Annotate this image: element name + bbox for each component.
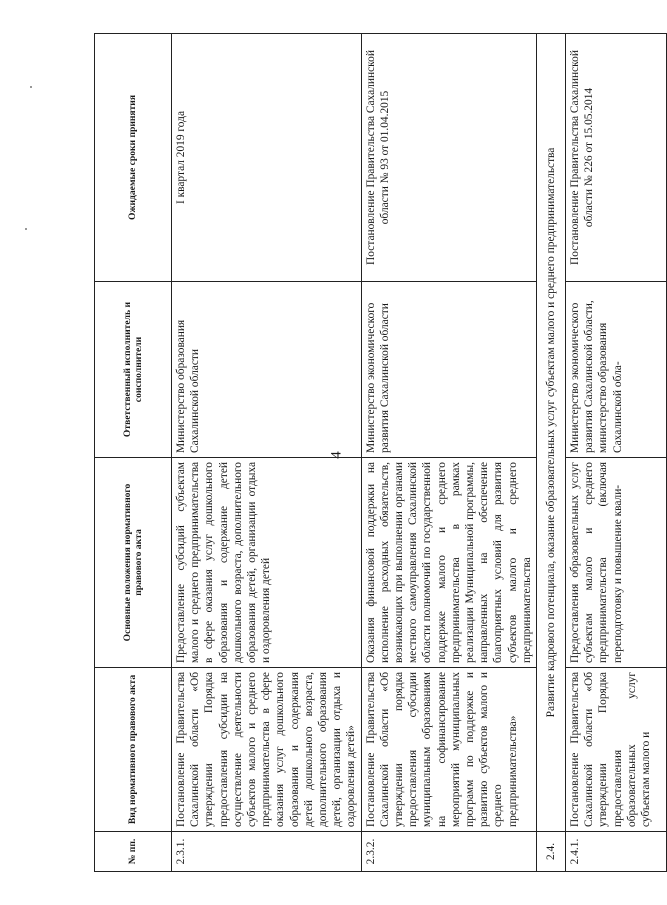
act-type-cell: Постановление Правительства Сахалинской области «Об утверждении порядка предоставления субсидии муниципальным образованиям на софинансирование мероприятий муниципальных программ по поддержке и развитию субъектов малого и среднего предпринимательства»: [361, 668, 536, 832]
header-number: № пп.: [95, 832, 172, 872]
row-number: 2.3.2.: [361, 832, 536, 872]
deadline-cell: Постановление Правительства Сахалинской области № 226 от 15.05.2014: [566, 34, 667, 282]
section-row: [537, 34, 566, 872]
table-row: [172, 34, 362, 872]
header-executor: Ответственный исполнитель и соисполнители: [95, 282, 172, 458]
table-header-row: [95, 34, 172, 872]
document-table-area: [94, 34, 653, 872]
scan-speck: [30, 86, 32, 88]
header-provisions: Основные положения нормативного правового акта: [95, 458, 172, 668]
row-number: 2.4.1.: [566, 832, 667, 872]
legal-acts-table: [94, 33, 667, 872]
table-row: [566, 34, 667, 872]
page-number: 4: [328, 451, 345, 459]
act-type-cell: Постановление Правительства Сахалинской области «Об утверждении Порядка предоставления субсидии на осуществление деятельности субъектов малого и среднего предпринимательства в сфере оказания услуг дошкольного образования и содержания детей дошкольного возраста, дополнительного образования детей, организации отдыха и оздоровления детей»: [172, 668, 362, 832]
deadline-cell: I квартал 2019 года: [172, 34, 362, 282]
provisions-cell: Предоставления образовательных услуг субъектам малого и среднего предпринимательства (включая переподготовку и повышение квали-: [566, 458, 667, 668]
row-number: 2.3.1.: [172, 832, 362, 872]
provisions-cell: Предоставление субсидий субъектам малого и среднего предпринимательства в сфере оказания услуг дошкольного образования и содержание детей дошкольного возраста, дополнительного образования детей, организации отдыха и оздоровления детей: [172, 458, 362, 668]
section-number: 2.4.: [537, 832, 566, 872]
executor-cell: Министерство образования Сахалинской области: [172, 282, 362, 458]
provisions-cell: Оказания финансовой поддержки на исполнение расходных обязательств, возникающих при выполнении органами местного самоуправления Сахалинской области полномочий по государственной поддержке малого и среднего предпринимательства в рамках реализации Муниципальной программы, направленных на обеспечение благоприятных условий для развития субъектов малого и среднего предпринимательства: [361, 458, 536, 668]
scan-speck: [25, 228, 27, 230]
act-type-cell: Постановление Правительства Сахалинской области «Об утверждении Порядка предоставления образовательных услуг субъектам малого и: [566, 668, 667, 832]
header-act-type: Вид нормативного правового акта: [95, 668, 172, 832]
section-title: Развитие кадрового потенциала, оказание образовательных услуг субъектам малого и среднего предпринимательства: [537, 34, 566, 832]
executor-cell: Министерство экономического развития Сахалинской области, министерство образования Сахалинской обла-: [566, 282, 667, 458]
deadline-cell: Постановление Правительства Сахалинской области № 93 от 01.04.2015: [361, 34, 536, 282]
executor-cell: Министерство экономического развития Сахалинской области: [361, 282, 536, 458]
table-row: [361, 34, 536, 872]
header-deadline: Ожидаемые сроки принятия: [95, 34, 172, 282]
